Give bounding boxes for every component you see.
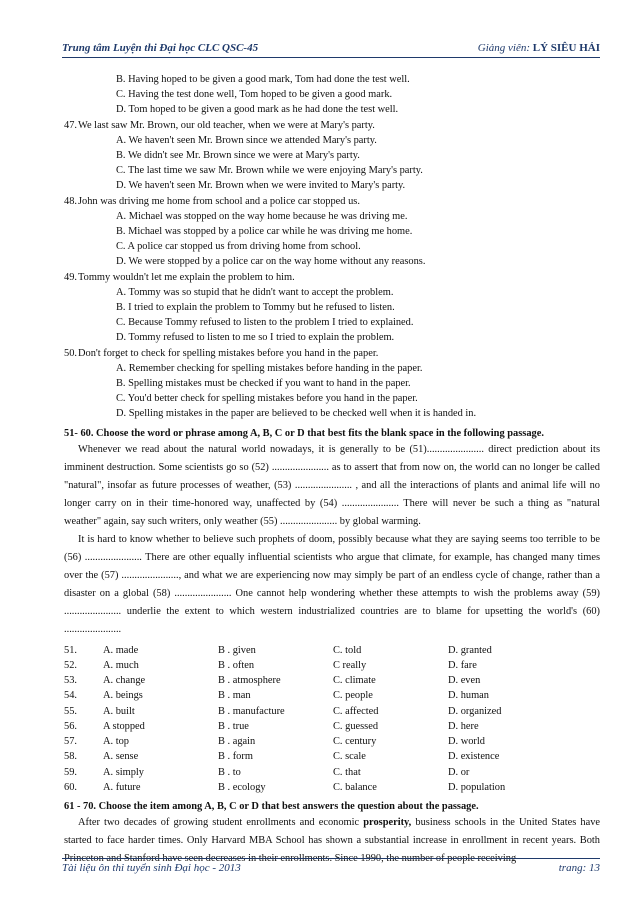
answer-row (64, 780, 505, 795)
footer-title: Tài liệu ôn thi tuyển sinh Đại học - 2013 (62, 862, 241, 874)
option-line: A. Remember checking for spelling mistakes before handing in the paper. (116, 362, 423, 374)
answer-option-a: A. top (103, 736, 129, 748)
answer-option-c: C. that (333, 766, 361, 778)
option-line: B. I tried to explain the problem to Tommy but he refused to listen. (116, 302, 395, 314)
answer-option-c: C. balance (333, 781, 377, 793)
passage-text: business schools in the United States have started to face harder times. Only Harvard MBA School has shown a substantial increase in enrollment in recent years. Both Princeton and Stanford have seen decreases in their enrollments. Since 1990, the number of people receiving (64, 817, 600, 865)
option-line: D. We were stopped by a police car on the way home without any reasons. (116, 256, 426, 268)
answer-number: 57. (64, 736, 77, 748)
answer-option-b: B . again (218, 736, 256, 748)
answer-row (64, 719, 505, 734)
question-49 (64, 270, 600, 346)
answer-option-c: C. scale (333, 751, 366, 763)
answer-option-c: C. guessed (333, 720, 379, 732)
answer-option-c: C really (333, 660, 367, 672)
question-48 (64, 194, 600, 270)
passage-paragraph: It is hard to know whether to believe such prophets of doom, possibly because what they are saying seems too terrible to be (56) ...................... There are other equally influential scientists who argue that climate, for example, has changed many times over the (57) ......................, and what we are experiencing now may simply be part of an endless cycle of change, rather than a disaster on a global (58) ...................... One cannot help wondering whether these attempts to wish the problems away (59) ...................... underlie the extent to which western industrialized countries are to blame for upsetting the world's (60) ...................... (64, 533, 600, 635)
answer-option-d: D. human (448, 690, 489, 702)
answer-option-b: B . form (218, 751, 253, 763)
answer-row (64, 643, 505, 658)
passage-text: After two decades of growing student enrollments and economic (78, 817, 364, 829)
answer-number: 56. (64, 720, 77, 732)
answer-option-c: C. affected (333, 705, 379, 717)
answer-row (64, 734, 505, 749)
answer-option-a: A. simply (103, 766, 144, 778)
answer-option-b: B . man (218, 690, 251, 702)
page-number: trang: 13 (558, 862, 600, 874)
question-text: Don't forget to check for spelling mistakes before you hand in the paper. (78, 347, 379, 359)
option-line: C. You'd better check for spelling mistakes before you hand in the paper. (116, 393, 418, 405)
option-line: D. We haven't seen Mr. Brown when we were invited to Mary's party. (116, 180, 406, 192)
answer-option-b: B . ecology (218, 781, 266, 793)
answer-number: 52. (64, 660, 77, 672)
answer-number: 59. (64, 766, 77, 778)
header-teacher-label: Giảng viên: (477, 42, 533, 54)
question-number: 49. (64, 271, 77, 283)
answer-option-d: D. world (448, 736, 485, 748)
header-teacher-name: LÝ SIÊU HẢI (532, 42, 600, 54)
option-line: A. Tommy was so stupid that he didn't want to accept the problem. (116, 286, 394, 298)
option-line: B. Spelling mistakes must be checked if you want to hand in the paper. (116, 378, 411, 390)
answer-row (64, 704, 505, 719)
question-text: Tommy wouldn't let me explain the problem to him. (78, 271, 295, 283)
option-line: D. Spelling mistakes in the paper are believed to be checked well when it is handed in. (116, 408, 477, 420)
answer-option-a: A. much (103, 660, 139, 672)
answer-number: 54. (64, 690, 77, 702)
answer-row (64, 765, 505, 780)
answer-option-c: C. people (333, 690, 373, 702)
page-header (62, 42, 600, 58)
answer-option-d: D. fare (448, 660, 477, 672)
question-47 (64, 118, 600, 194)
answer-option-d: D. granted (448, 644, 492, 656)
option-line: C. Because Tommy refused to listen to the problem I tried to explained. (116, 317, 414, 329)
option-line: B. Michael was stopped by a police car while he was driving me home. (116, 226, 413, 238)
question-46-options (78, 72, 600, 118)
passage-bold-word: prosperity, (363, 817, 412, 829)
answer-option-c: C. told (333, 644, 362, 656)
answer-option-d: D. population (448, 781, 506, 793)
header-center-name: Trung tâm Luyện thi Đại học CLC QSC-45 (62, 42, 259, 54)
answer-option-d: D. or (448, 766, 470, 778)
answer-number: 55. (64, 705, 77, 717)
section-title-51-60: 51- 60. Choose the word or phrase among A, B, C or D that best fits the blank space in the following passage. (64, 427, 544, 439)
question-number: 50. (64, 347, 77, 359)
question-number: 47. (64, 119, 77, 131)
question-50 (64, 346, 600, 422)
answer-option-a: A. made (103, 644, 139, 656)
answer-option-a: A. beings (103, 690, 143, 702)
page-footer (62, 858, 600, 874)
question-text: John was driving me home from school and a police car stopped us. (78, 195, 360, 207)
header-teacher (478, 42, 600, 54)
answer-option-b: B . given (218, 644, 256, 656)
answer-choices-table (64, 643, 505, 795)
answer-number: 58. (64, 751, 77, 763)
answer-option-d: D. organized (448, 705, 502, 717)
answer-option-a: A. built (103, 705, 135, 717)
answer-option-a: A. sense (103, 751, 139, 763)
answer-option-b: B . to (218, 766, 241, 778)
answer-option-a: A stopped (103, 720, 145, 732)
answer-option-a: A. change (103, 675, 146, 687)
answer-option-a: A. future (103, 781, 141, 793)
answer-option-b: B . true (218, 720, 249, 732)
answer-number: 60. (64, 781, 77, 793)
answer-row (64, 658, 505, 673)
answer-number: 51. (64, 644, 77, 656)
answer-option-d: D. here (448, 720, 479, 732)
option-line: B. Having hoped to be given a good mark, Tom had done the test well. (116, 74, 410, 85)
answer-row (64, 673, 505, 688)
option-line: A. We haven't seen Mr. Brown since we attended Mary's party. (116, 134, 377, 146)
option-line: A. Michael was stopped on the way home because he was driving me. (116, 210, 408, 222)
answer-row (64, 688, 505, 703)
option-line: D. Tommy refused to listen to me so I tried to explain the problem. (116, 332, 395, 344)
answer-option-b: B . manufacture (218, 705, 285, 717)
question-text: We last saw Mr. Brown, our old teacher, when we were at Mary's party. (78, 119, 375, 131)
option-line: C. Having the test done well, Tom hoped to be given a good mark. (116, 89, 393, 101)
answer-number: 53. (64, 675, 77, 687)
question-number: 48. (64, 195, 77, 207)
section-title-61-70: 61 - 70. Choose the item among A, B, C or D that best answers the question about the passage. (64, 800, 479, 812)
passage-paragraph: Whenever we read about the natural world nowadays, it is generally to be (51)...................... direct prediction about its imminent destruction. Some scientists go so (52) ...................... as to assert that from now on, the world can no longer be called "natural", insofar as future processes of weather, (53) ...................... , and all the interactions of plants and animal life will no longer carry on in their time-honored way, unaffected by (54) ...................... There will never be such a thing as "natural weather" again, say such writers, only weather (55) ...................... by global warming. (64, 443, 600, 527)
answer-option-c: C. climate (333, 675, 376, 687)
option-line: C. A police car stopped us from driving home from school. (116, 241, 361, 253)
page-content (64, 72, 600, 868)
answer-option-c: C. century (333, 736, 377, 748)
option-line: D. Tom hoped to be given a good mark as he had done the test well. (116, 104, 399, 116)
answer-option-d: D. even (448, 675, 481, 687)
answer-option-b: B . often (218, 660, 255, 672)
option-line: C. The last time we saw Mr. Brown while we were enjoying Mary's party. (116, 165, 423, 177)
answer-option-b: B . atmosphere (218, 675, 281, 687)
answer-row (64, 749, 505, 764)
answer-option-d: D. existence (448, 751, 500, 763)
option-line: B. We didn't see Mr. Brown since we were at Mary's party. (116, 150, 360, 162)
cloze-passage (64, 441, 600, 639)
